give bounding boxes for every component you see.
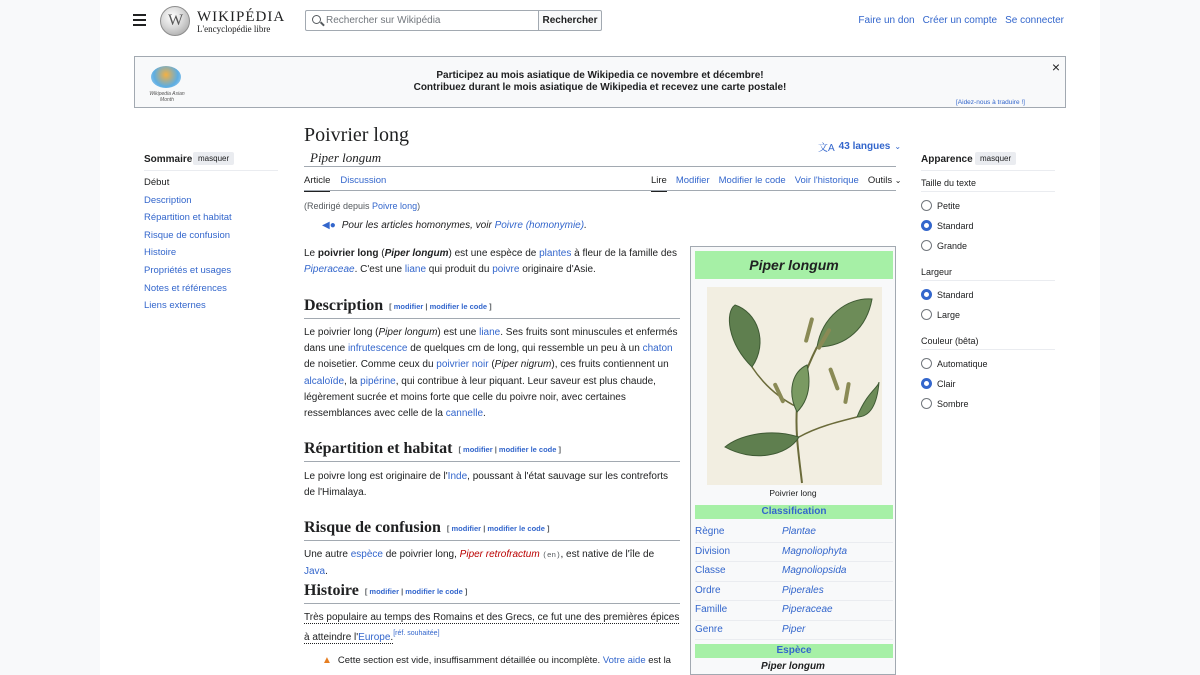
taxon-link[interactable]: Piperales (782, 584, 824, 596)
edit-link[interactable]: modifier (393, 301, 424, 311)
section-title: Histoire (304, 582, 359, 599)
radio-button-selected[interactable] (921, 289, 932, 300)
stub-notice (322, 655, 682, 666)
stub-help-link[interactable]: Votre aide (602, 655, 646, 666)
species-name: Piper longum (761, 661, 825, 672)
width-standard-radio[interactable] (921, 289, 974, 300)
tab-read[interactable]: Lire (651, 175, 667, 192)
width-large-radio[interactable] (921, 309, 960, 320)
user-links (858, 15, 1064, 26)
section-title: Description (304, 297, 384, 314)
redlink-piper-retrofractum[interactable]: Piper retrofractum (459, 549, 540, 560)
text-size-divider (921, 191, 1055, 192)
create-account-link[interactable]: Créer un compte (922, 15, 998, 26)
taxon-link[interactable]: Piper (782, 623, 806, 635)
text-size-small-radio[interactable] (921, 200, 960, 211)
translate-icon: 文A (818, 143, 835, 154)
taxon-link[interactable]: Magnoliophyta (782, 545, 848, 557)
section-heading-repartition (304, 440, 680, 462)
toc-divider (144, 170, 278, 171)
toc-item-liens[interactable]: Liens externes (144, 300, 206, 312)
rank-link[interactable]: Genre (695, 623, 723, 635)
edit-bracket: ] (544, 523, 550, 533)
link-poivre[interactable]: poivre (492, 264, 520, 276)
taxobox-row (695, 601, 893, 621)
color-auto-radio[interactable] (921, 358, 988, 369)
asian-month-logo-caption: Wikipedia Asian Month (149, 91, 185, 103)
section-edit-links (447, 524, 550, 533)
taxobox (690, 246, 896, 675)
banner-text (135, 70, 1065, 94)
hatnote (322, 220, 587, 231)
radio-button[interactable] (921, 398, 932, 409)
histoire-paragraph: Très populaire au temps des Romains et des Grecs, ce fut une des premières épices à atteindre l'Europe.[réf. souhaitée] (304, 612, 680, 643)
rank-link[interactable]: Classe (695, 565, 726, 576)
section-heading-risque (304, 519, 680, 541)
risque-paragraph: Une autre espèce de poivrier long, Piper retrofractum (en), est native de l'île de Java. (304, 549, 655, 578)
edit-bracket: ] (556, 444, 562, 454)
link-espece[interactable]: espèce (350, 549, 383, 560)
radio-label: Large (937, 309, 961, 320)
donate-link[interactable]: Faire un don (858, 15, 915, 26)
toc-item-risque[interactable]: Risque de confusion (144, 229, 231, 241)
color-light-radio[interactable] (921, 378, 956, 389)
link-liane[interactable]: liane (404, 264, 427, 276)
link-chaton[interactable]: chaton (642, 343, 673, 355)
link-europe[interactable]: Europe (358, 631, 391, 643)
citation-needed-link[interactable]: [réf. souhaitée] (393, 630, 440, 638)
banner-line-1: Participez au mois asiatique de Wikipedia ce novembre et décembre! (436, 70, 764, 81)
radio-button[interactable] (921, 240, 932, 251)
rank-link[interactable]: Famille (695, 604, 728, 615)
description-paragraph: Le poivrier long (Piper longum) est une liane. Ses fruits sont minuscules et enfermés dans une infrutescence de quelques cm de long, qui ressemble un peu à un chaton de noisetier. Comme ceux du poivrier noir (Piper nigrum), ces fruits contiennent un alcaloïde, la pipérine, qui contribue à leur piquant. Leur saveur est plus chaude, légèrement sucrée et moins forte que celle du poivre noir, avec certaines ressemblances avec celle de la cannelle. (304, 327, 678, 420)
radio-button[interactable] (921, 358, 932, 369)
login-link[interactable]: Se connecter (1005, 15, 1064, 26)
edit-link[interactable]: modifier (451, 523, 482, 533)
toc-item-description[interactable]: Description (144, 194, 192, 206)
section-heading-histoire (304, 582, 680, 604)
toc-item-histoire[interactable]: Histoire (144, 247, 177, 259)
link-cannelle[interactable]: cannelle (445, 408, 484, 420)
link-infrutescence[interactable]: infrutescence (347, 343, 408, 355)
text-size-large-radio[interactable] (921, 240, 967, 251)
text-size-label: Taille du texte (921, 178, 977, 188)
link-alcaloide[interactable]: alcaloïde (304, 375, 345, 387)
link-inde[interactable]: Inde (447, 471, 468, 482)
color-label: Couleur (bêta) (921, 336, 979, 346)
stub-text (338, 655, 671, 666)
taxobox-row (695, 582, 893, 602)
stub-text-main: Cette section est vide, insuffisamment détaillée ou incomplète. (337, 655, 603, 666)
section-edit-links (365, 587, 468, 596)
tabs-divider (304, 190, 896, 191)
link-poivrier-noir[interactable]: poivrier noir (436, 359, 489, 371)
hatnote-prefix: Pour les articles homonymes, voir (341, 220, 495, 231)
taxobox-row (695, 562, 893, 582)
hatnote-link[interactable]: Poivre (homonymie) (494, 220, 585, 231)
tab-discussion[interactable]: Discussion (340, 175, 387, 186)
toc-list (144, 177, 232, 318)
search-input[interactable] (326, 12, 536, 29)
color-dark-radio[interactable] (921, 398, 969, 409)
language-count: 43 langues (838, 141, 891, 152)
main-menu-icon[interactable] (133, 14, 146, 26)
radio-label: Standard (937, 220, 974, 231)
rank-link[interactable]: Ordre (695, 584, 721, 596)
edit-bracket: ] (487, 301, 492, 311)
edit-separator: | (492, 444, 499, 454)
link-java[interactable]: Java (304, 566, 326, 578)
radio-button-selected[interactable] (921, 378, 932, 389)
section-title: Risque de confusion (304, 519, 441, 536)
toc-item-proprietes[interactable]: Propriétés et usages (144, 264, 232, 276)
banner-line-2: Contribuez durant le mois asiatique de Wikipedia et recevez une carte postale! (413, 82, 787, 93)
redirect-prefix: (Redirigé depuis (304, 201, 373, 211)
edit-source-link[interactable]: modifier le code (405, 586, 463, 596)
radio-label: Petite (937, 200, 961, 211)
hatnote-text (342, 220, 587, 231)
radio-label: Clair (937, 378, 956, 389)
toc-item-notes[interactable]: Notes et références (144, 282, 227, 294)
radio-label: Automatique (937, 358, 988, 369)
appearance-heading: Apparence (921, 154, 973, 165)
width-label: Largeur (921, 267, 953, 277)
repartition-paragraph: Le poivre long est originaire de l'Inde, poussant à l'état sauvage sur les contreforts de l'Himalaya. (304, 471, 669, 499)
edit-bracket: [ (446, 523, 452, 533)
taxon-link[interactable]: Magnoliopsida (782, 565, 847, 576)
taxobox-caption: Poivrier long (769, 488, 817, 498)
tagline: L'encyclopédie libre (197, 24, 271, 34)
link-liane[interactable]: liane (479, 327, 501, 338)
banner-translate-link[interactable]: [Aidez-nous à traduire !] (955, 99, 1025, 106)
taxon-link[interactable]: Plantae (782, 526, 816, 537)
edit-source-link[interactable]: modifier le code (429, 301, 488, 311)
radio-button[interactable] (921, 309, 932, 320)
edit-source-link[interactable]: modifier le code (487, 523, 545, 533)
link-plantes[interactable]: plantes (539, 248, 572, 259)
taxobox-row (695, 523, 893, 543)
page-title: Poivrier long (304, 124, 409, 146)
toc-item-repartition[interactable]: Répartition et habitat (144, 212, 232, 224)
appearance-hide-button[interactable]: masquer (975, 152, 1016, 165)
edit-bracket: [ (364, 586, 370, 596)
radio-label: Grande (937, 240, 968, 251)
tab-edit[interactable]: Modifier (675, 175, 710, 186)
taxobox-row (695, 621, 893, 641)
edit-source-link[interactable]: modifier le code (498, 444, 557, 454)
radio-button-selected[interactable] (921, 220, 932, 231)
lang-indicator: (en) (542, 552, 561, 560)
edit-bracket: [ (458, 444, 464, 454)
botanical-illustration[interactable] (707, 287, 882, 485)
edit-bracket: ] (462, 586, 468, 596)
link-piperine[interactable]: pipérine (360, 375, 396, 387)
disambiguation-icon: ◀● (322, 220, 336, 231)
text-size-standard-radio[interactable] (921, 220, 974, 231)
toc-hide-button[interactable]: masquer (193, 152, 234, 165)
taxobox-row (695, 543, 893, 563)
tab-article[interactable]: Article (304, 175, 330, 192)
edit-separator: | (481, 523, 488, 533)
wikipedia-globe-logo[interactable] (160, 6, 190, 36)
section-title: Répartition et habitat (304, 440, 453, 457)
traffic-cone-icon: ▲ (322, 655, 332, 666)
toc-item-debut[interactable]: Début (144, 177, 170, 188)
width-divider (921, 280, 1055, 281)
link-piperaceae[interactable]: Piperaceae (304, 264, 355, 276)
wordmark[interactable]: WIKIPÉDIA (197, 9, 286, 25)
color-divider (921, 349, 1055, 350)
page-subtitle: Piper longum (310, 150, 382, 165)
stub-text-suffix: est la (645, 655, 671, 666)
tab-history[interactable]: Voir l'historique (794, 175, 859, 186)
search-button[interactable]: Rechercher (538, 10, 602, 31)
redirect-link[interactable]: Poivre long (372, 201, 418, 211)
edit-bracket: [ (389, 301, 394, 311)
section-edit-links (458, 445, 561, 454)
hatnote-suffix: . (584, 220, 587, 231)
radio-button[interactable] (921, 200, 932, 211)
site-notice-banner (134, 56, 1066, 108)
toc-heading: Sommaire (144, 154, 193, 165)
chevron-down-icon: ⌄ (894, 176, 902, 185)
edit-separator: | (399, 586, 406, 596)
tab-tools-label: Outils (867, 175, 893, 186)
intro-paragraph: Le poivrier long (Piper longum) est une espèce de plantes à fleur de la famille des Piperaceae. C'est une liane qui produit du poivre originaire d'Asie. (304, 248, 677, 276)
edit-link[interactable]: modifier (369, 586, 399, 596)
section-heading-description (304, 297, 680, 319)
radio-label: Sombre (937, 398, 969, 409)
search-box (305, 10, 539, 31)
close-icon[interactable]: × (1051, 59, 1060, 75)
taxon-link[interactable]: Piperaceae (782, 604, 833, 615)
redirect-note (304, 201, 420, 211)
edit-separator: | (423, 301, 430, 311)
language-button[interactable] (818, 139, 901, 154)
chevron-down-icon: ⌄ (894, 142, 902, 151)
search-icon (312, 15, 321, 24)
radio-label: Standard (937, 289, 974, 300)
piper-longum-drawing (707, 287, 882, 485)
redirect-suffix: ) (417, 201, 421, 211)
title-divider (304, 166, 896, 167)
rank-link[interactable]: Règne (695, 526, 725, 537)
section-edit-links (389, 302, 492, 311)
species-heading[interactable]: Espèce (695, 644, 893, 658)
tab-edit-source[interactable]: Modifier le code (718, 175, 786, 186)
rank-link[interactable]: Division (695, 545, 731, 557)
edit-link[interactable]: modifier (463, 444, 493, 454)
appearance-divider (921, 170, 1055, 171)
classification-heading[interactable]: Classification (695, 505, 893, 519)
taxobox-title: Piper longum (695, 251, 893, 279)
